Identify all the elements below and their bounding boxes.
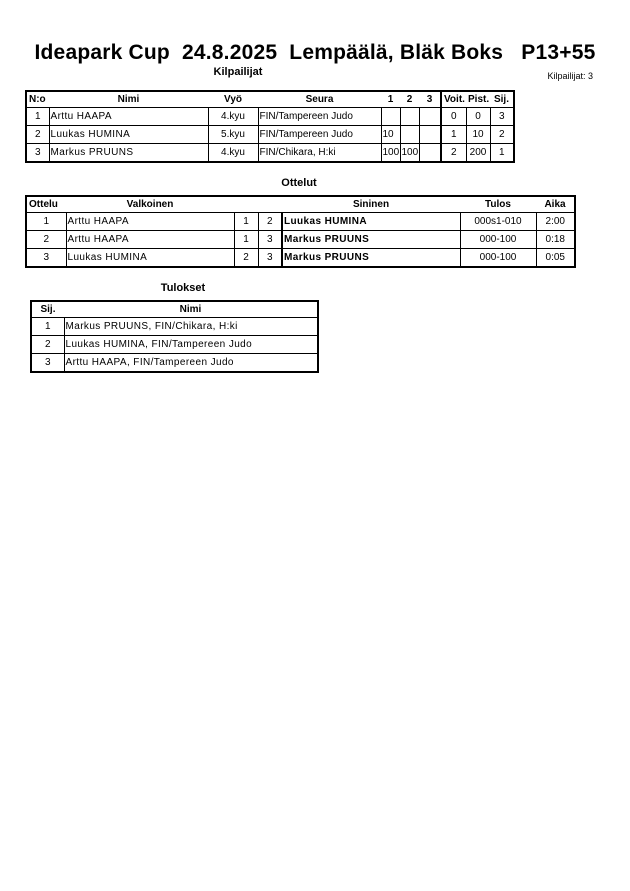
competitor-score-3 xyxy=(419,144,441,163)
col-header-round3: 3 xyxy=(419,91,441,108)
col-header-time: Aika xyxy=(536,196,575,213)
col-header-place: Sij. xyxy=(31,301,64,318)
competitor-row xyxy=(26,126,514,144)
matches-table xyxy=(25,195,576,268)
competitor-score-2 xyxy=(400,126,419,144)
results-section-title: Tulokset xyxy=(160,282,206,294)
match-result: 000-100 xyxy=(460,231,536,249)
match-row xyxy=(26,231,575,249)
result-name: Luukas HUMINA, FIN/Tampereen Judo xyxy=(64,336,318,354)
match-blue-no: 3 xyxy=(258,249,282,268)
col-header-club: Seura xyxy=(258,91,381,108)
match-white-name: Arttu HAAPA xyxy=(66,231,234,249)
competitor-score-3 xyxy=(419,126,441,144)
competitor-wins: 2 xyxy=(441,144,466,163)
result-row xyxy=(31,318,318,336)
col-header-no: N:o xyxy=(26,91,49,108)
col-header-match: Ottelu xyxy=(26,196,66,213)
competitor-name: Luukas HUMINA xyxy=(49,126,208,144)
competitor-score-1: 100 xyxy=(381,144,400,163)
competitor-score-2: 100 xyxy=(400,144,419,163)
col-header-belt: Vyö xyxy=(208,91,258,108)
matches-section-title: Ottelut xyxy=(281,177,317,189)
competitors-table xyxy=(25,90,515,163)
col-header-result: Tulos xyxy=(460,196,536,213)
result-row xyxy=(31,354,318,373)
match-blue-no: 3 xyxy=(258,231,282,249)
competitor-belt: 4.kyu xyxy=(208,144,258,163)
col-header-round2: 2 xyxy=(400,91,419,108)
match-white-name: Arttu HAAPA xyxy=(66,213,234,231)
matches-header-row xyxy=(26,196,575,213)
col-header-blue: Sininen xyxy=(282,196,460,213)
competitor-points: 10 xyxy=(466,126,490,144)
match-blue-name: Markus PRUUNS xyxy=(282,249,460,268)
result-place: 1 xyxy=(31,318,64,336)
page-title: Ideapark Cup 24.8.2025 Lempäälä, Bläk Boks P13+55 xyxy=(34,41,596,64)
match-blue-no: 2 xyxy=(258,213,282,231)
result-row xyxy=(31,336,318,354)
col-header-points: Pist. xyxy=(466,91,490,108)
competitor-points: 200 xyxy=(466,144,490,163)
results-table xyxy=(30,300,319,373)
col-header-place: Sij. xyxy=(490,91,514,108)
match-white-no: 1 xyxy=(234,231,258,249)
competitor-row xyxy=(26,144,514,163)
match-no: 3 xyxy=(26,249,66,268)
match-blue-name: Luukas HUMINA xyxy=(282,213,460,231)
competitors-section-title: Kilpailijat xyxy=(213,66,263,78)
competitor-place: 3 xyxy=(490,108,514,126)
result-place: 3 xyxy=(31,354,64,373)
competitor-place: 1 xyxy=(490,144,514,163)
result-place: 2 xyxy=(31,336,64,354)
col-header-name: Nimi xyxy=(64,301,318,318)
competitor-no: 2 xyxy=(26,126,49,144)
match-no: 2 xyxy=(26,231,66,249)
col-header-name: Nimi xyxy=(49,91,208,108)
competitor-club: FIN/Chikara, H:ki xyxy=(258,144,381,163)
match-result: 000s1-010 xyxy=(460,213,536,231)
match-row xyxy=(26,213,575,231)
match-time: 0:18 xyxy=(536,231,575,249)
competitor-place: 2 xyxy=(490,126,514,144)
match-result: 000-100 xyxy=(460,249,536,268)
competitor-score-1 xyxy=(381,108,400,126)
competitor-no: 1 xyxy=(26,108,49,126)
col-header-wins: Voit. xyxy=(441,91,466,108)
competitor-name: Arttu HAAPA xyxy=(49,108,208,126)
match-time: 0:05 xyxy=(536,249,575,268)
col-header-blue-no xyxy=(258,196,282,213)
result-name: Markus PRUUNS, FIN/Chikara, H:ki xyxy=(64,318,318,336)
competitor-club: FIN/Tampereen Judo xyxy=(258,126,381,144)
match-white-no: 1 xyxy=(234,213,258,231)
col-header-white: Valkoinen xyxy=(66,196,234,213)
competitor-club: FIN/Tampereen Judo xyxy=(258,108,381,126)
competitor-score-3 xyxy=(419,108,441,126)
competitor-wins: 1 xyxy=(441,126,466,144)
match-no: 1 xyxy=(26,213,66,231)
competitor-points: 0 xyxy=(466,108,490,126)
col-header-white-no xyxy=(234,196,258,213)
competitor-score-1: 10 xyxy=(381,126,400,144)
match-blue-name: Markus PRUUNS xyxy=(282,231,460,249)
match-white-name: Luukas HUMINA xyxy=(66,249,234,268)
match-time: 2:00 xyxy=(536,213,575,231)
competitor-row xyxy=(26,108,514,126)
competitor-belt: 5.kyu xyxy=(208,126,258,144)
results-header-row xyxy=(31,301,318,318)
col-header-round1: 1 xyxy=(381,91,400,108)
competitor-score-2 xyxy=(400,108,419,126)
competitor-wins: 0 xyxy=(441,108,466,126)
result-name: Arttu HAAPA, FIN/Tampereen Judo xyxy=(64,354,318,373)
competitors-count: Kilpailijat: 3 xyxy=(547,71,593,81)
competitor-belt: 4.kyu xyxy=(208,108,258,126)
competitor-name: Markus PRUUNS xyxy=(49,144,208,163)
match-white-no: 2 xyxy=(234,249,258,268)
competitors-header-row xyxy=(26,91,514,108)
competitor-no: 3 xyxy=(26,144,49,163)
match-row xyxy=(26,249,575,268)
